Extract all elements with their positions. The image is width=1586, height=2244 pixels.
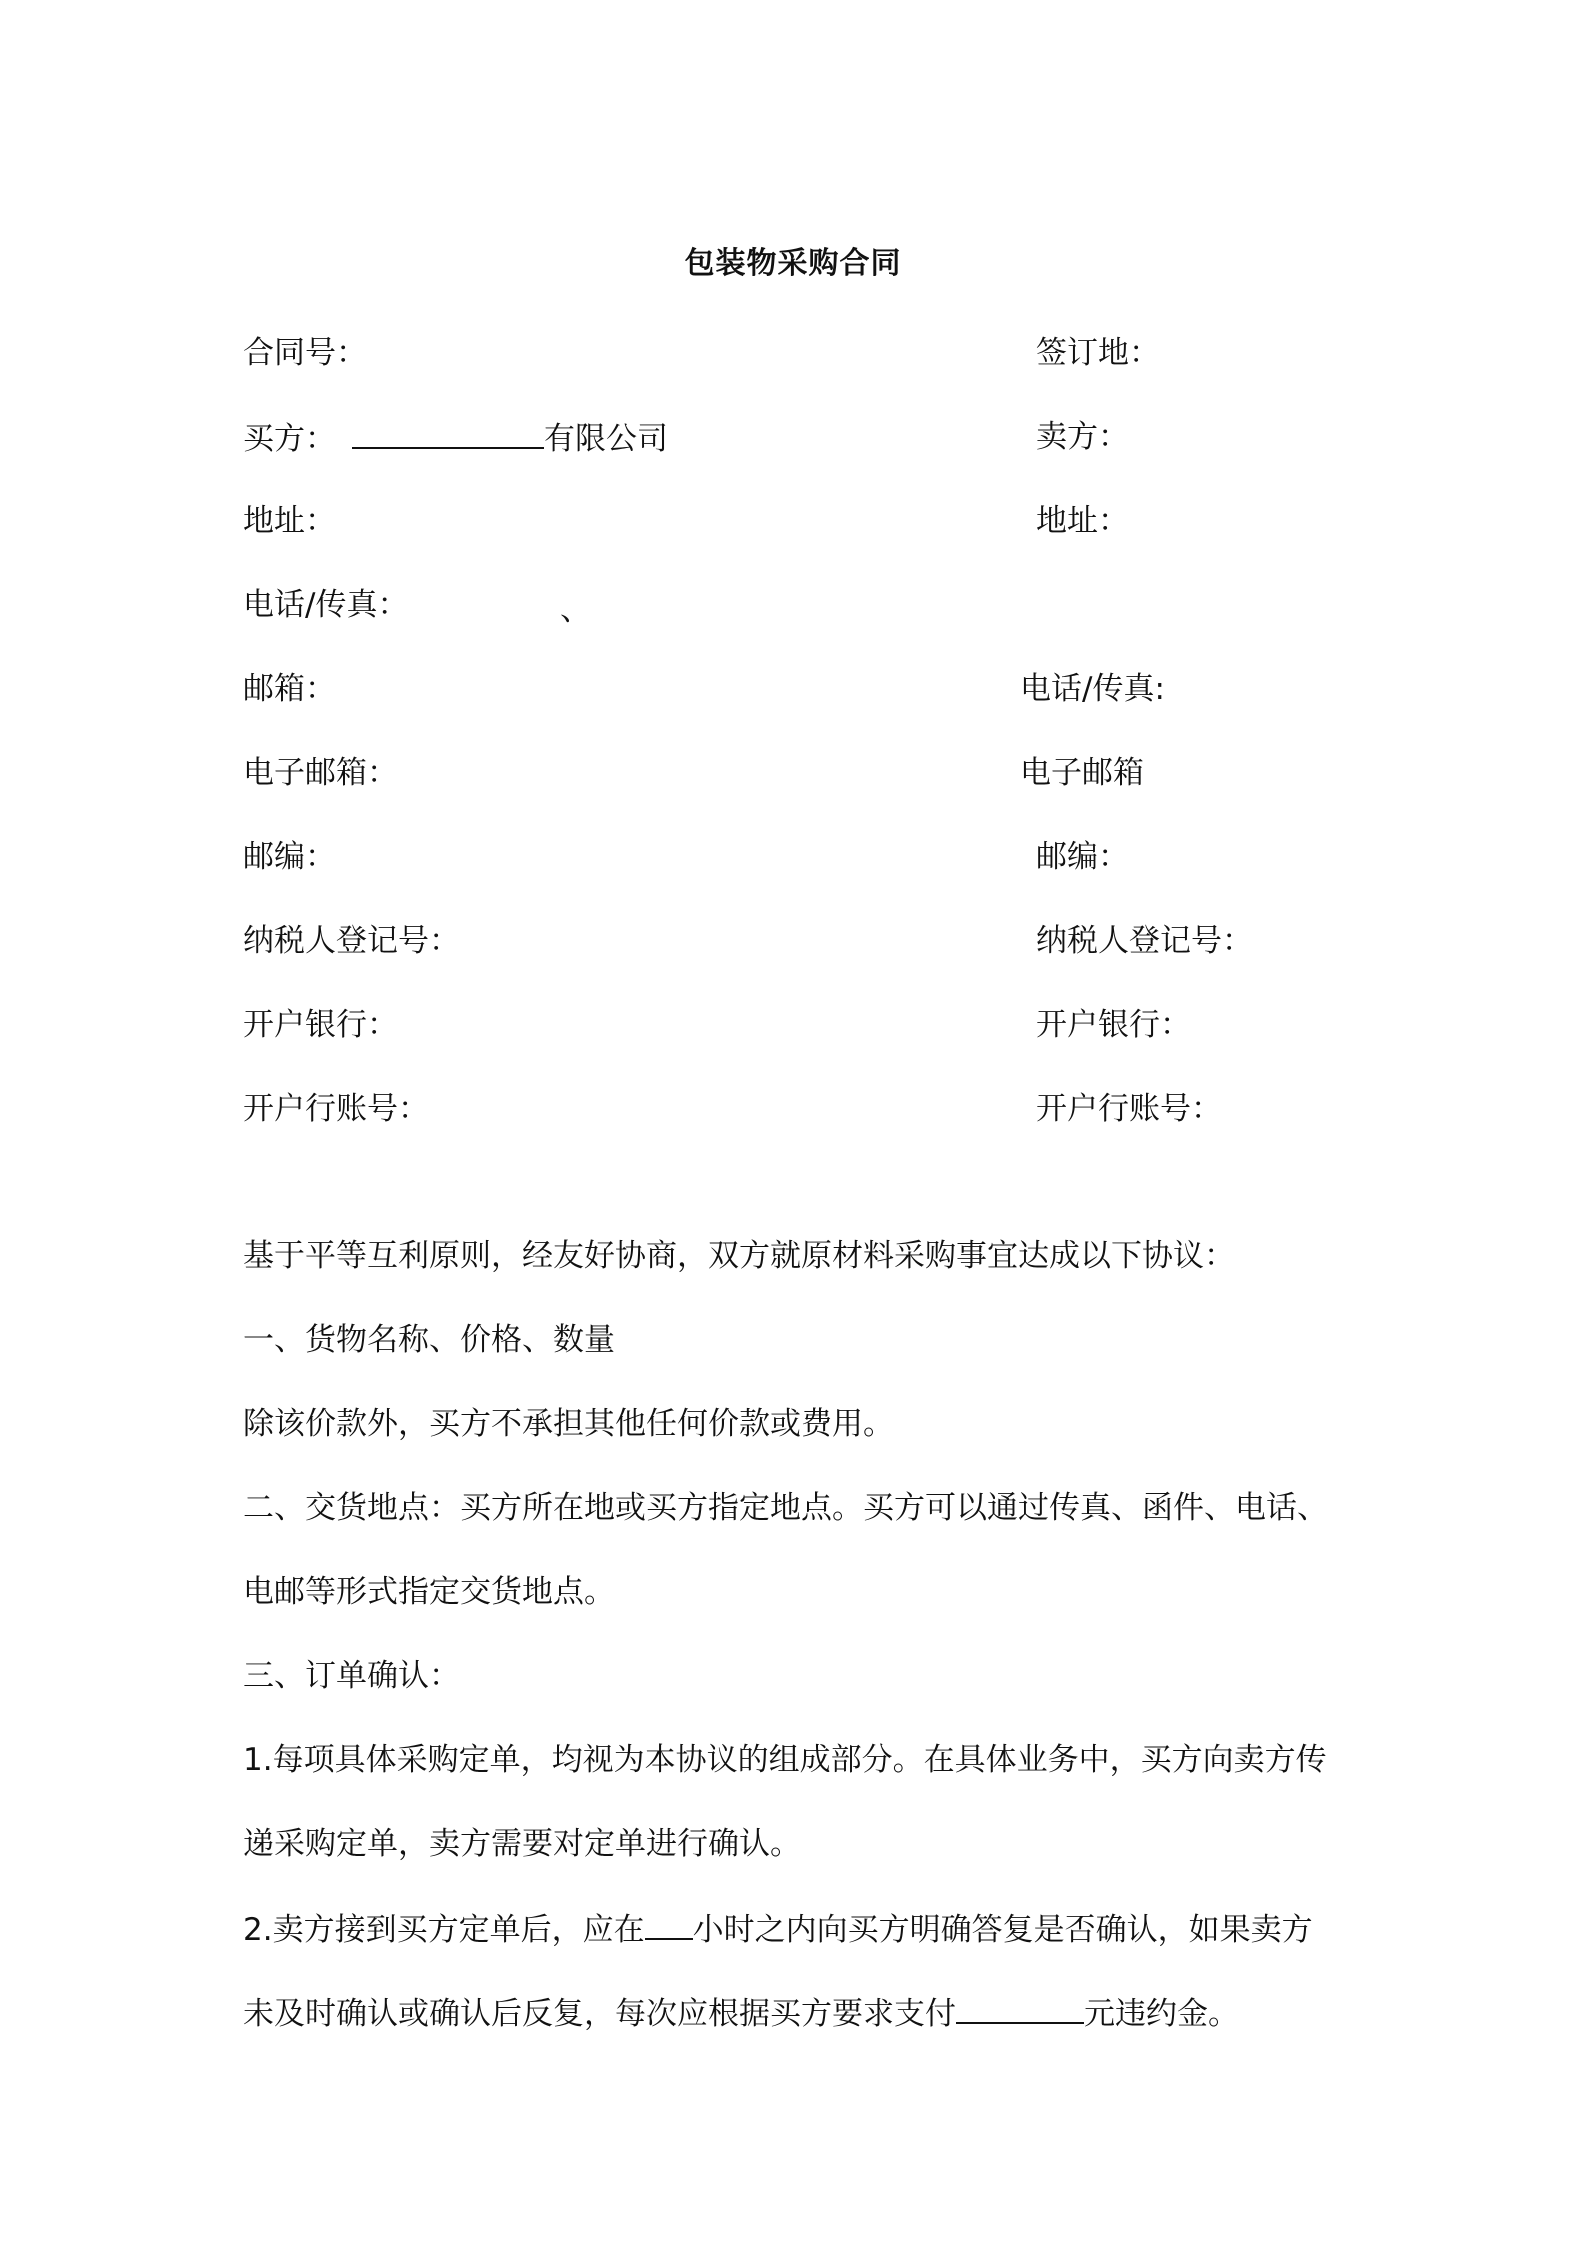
seller-label: 卖方： bbox=[1036, 419, 1129, 455]
section-2-line-1: 二、交货地点：买方所在地或买方指定地点。买方可以通过传真、函件、电话、 bbox=[243, 1490, 1328, 1526]
section-3-clause-1-line-1: 1.每项具体采购定单，均视为本协议的组成部分。在具体业务中，买方向卖方传 bbox=[243, 1742, 1327, 1778]
seller-bank-label: 开户银行： bbox=[1036, 1007, 1191, 1043]
buyer-postcode-label: 邮编： bbox=[243, 839, 336, 875]
seller-account-label: 开户行账号： bbox=[1036, 1091, 1222, 1127]
clause-2-text-d: 元违约金。 bbox=[1084, 1996, 1239, 2032]
seller-postcode-label: 邮编： bbox=[1036, 839, 1129, 875]
seller-tax-id-label: 纳税人登记号： bbox=[1036, 923, 1253, 959]
buyer-mailbox-label: 邮箱： bbox=[243, 671, 336, 707]
seller-email-label: 电子邮箱 bbox=[1020, 755, 1144, 791]
buyer-address-label: 地址： bbox=[243, 503, 336, 539]
seller-address-label: 地址： bbox=[1036, 503, 1129, 539]
buyer-name-blank bbox=[352, 417, 544, 449]
contract-number-label: 合同号： bbox=[243, 335, 367, 371]
section-3-clause-2-line-1 bbox=[243, 1908, 1313, 1950]
penalty-amount-blank bbox=[956, 1992, 1084, 2024]
clause-2-text-b: 小时之内向买方明确答复是否确认，如果卖方 bbox=[692, 1912, 1313, 1948]
section-3-title: 三、订单确认： bbox=[243, 1658, 460, 1694]
buyer-phone-fax-label: 电话/传真： bbox=[243, 587, 409, 623]
buyer-tax-id-label: 纳税人登记号： bbox=[243, 923, 460, 959]
section-3-clause-1-line-2: 递采购定单，卖方需要对定单进行确认。 bbox=[243, 1826, 801, 1862]
buyer-field bbox=[243, 417, 668, 459]
buyer-phone-fax-field bbox=[243, 585, 408, 625]
section-1-text: 除该价款外，买方不承担其他任何价款或费用。 bbox=[243, 1406, 894, 1442]
seller-phone-fax-label: 电话/传真: bbox=[1020, 671, 1165, 707]
section-3-clause-2-line-2 bbox=[243, 1992, 1239, 2034]
intro-paragraph: 基于平等互利原则，经友好协商，双方就原材料采购事宜达成以下协议： bbox=[243, 1238, 1235, 1274]
buyer-suffix: 有限公司 bbox=[544, 421, 668, 457]
buyer-bank-label: 开户银行： bbox=[243, 1007, 398, 1043]
phone-separator: 、 bbox=[560, 592, 591, 628]
buyer-email-label: 电子邮箱： bbox=[243, 755, 398, 791]
hours-blank bbox=[645, 1908, 693, 1940]
page-title: 包装物采购合同 bbox=[684, 246, 902, 281]
buyer-label: 买方： bbox=[243, 421, 336, 457]
section-2-line-2: 电邮等形式指定交货地点。 bbox=[243, 1574, 615, 1610]
clause-2-text-a: 2.卖方接到买方定单后，应在 bbox=[243, 1912, 645, 1948]
clause-2-text-c: 未及时确认或确认后反复，每次应根据买方要求支付 bbox=[243, 1996, 956, 2032]
section-1-title: 一、货物名称、价格、数量 bbox=[243, 1322, 615, 1358]
buyer-account-label: 开户行账号： bbox=[243, 1091, 429, 1127]
sign-place-label: 签订地： bbox=[1036, 335, 1160, 371]
